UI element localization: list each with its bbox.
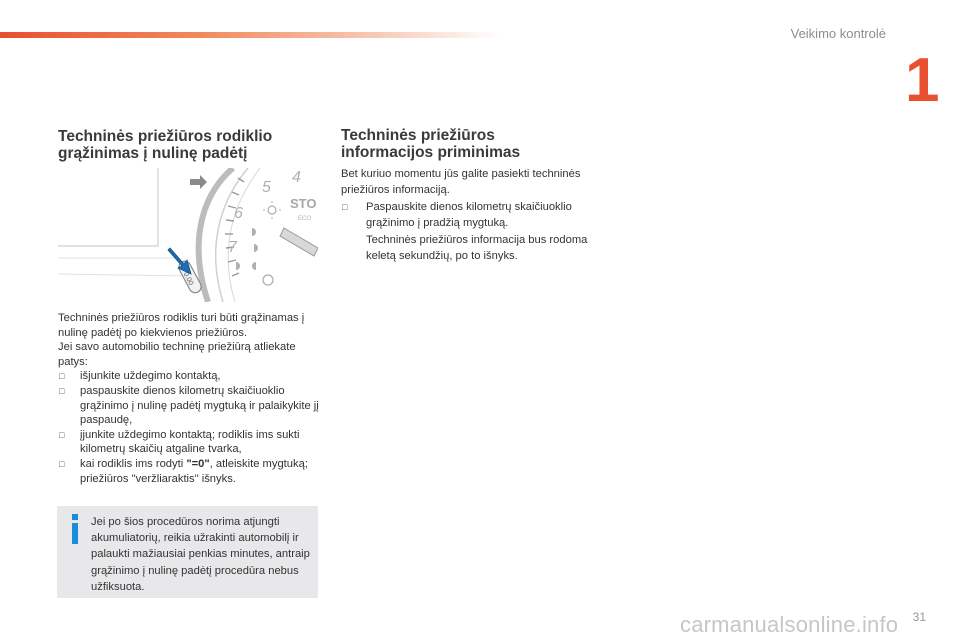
- right-follow-text: Techninės priežiūros informacija bus rodoma keletą sekundžių, po to išnyks.: [366, 233, 588, 263]
- right-intro: Bet kuriuo momentu jūs galite pasiekti techninės priežiūros informaciją.: [341, 168, 581, 197]
- square-bullet-icon: □: [59, 429, 65, 440]
- left-bullet-3: [58, 428, 323, 457]
- trip-reset-button-label: 0.00: [181, 271, 195, 287]
- right-heading-line2: informacijos priminimas: [341, 144, 521, 161]
- dial-digit-7: 7: [228, 239, 237, 256]
- square-bullet-icon: □: [59, 371, 65, 382]
- light-rays-icon: [263, 201, 281, 219]
- right-bullet-1: [341, 199, 601, 232]
- right-section-heading: [341, 127, 601, 161]
- headlight-icon: [252, 228, 256, 236]
- dial-needle: [280, 228, 318, 256]
- right-body-text: [341, 166, 601, 264]
- left-bullet-4-text-b: , atleiskite mygtuką; priežiūros "veržliaraktis" išnyks.: [80, 457, 308, 485]
- left-body-text: [58, 311, 323, 486]
- left-bullet-4: [58, 457, 323, 486]
- panel-outline: [58, 168, 158, 246]
- watermark: carmanualsonline.info: [680, 612, 899, 637]
- dial-digit-6: 6: [234, 205, 243, 222]
- right-follow: [341, 232, 601, 265]
- turn-indicator-icon: [190, 175, 207, 189]
- left-bullet-3-text: įjunkite uždegimo kontaktą; rodiklis ims sukti kilometrų skaičių atgaline tvarka,: [80, 428, 300, 456]
- left-section-heading: [58, 128, 318, 162]
- left-bullet-2: [58, 384, 323, 428]
- dipped-beam-icon: [254, 244, 258, 252]
- left-bullet-1: [58, 369, 323, 384]
- rear-fog-icon: [252, 262, 256, 270]
- panel-outline-3: [58, 274, 188, 276]
- left-intro: Techninės priežiūros rodiklis turi būti grąžinamas į nulinę padėtį po kiekvienos priežiūros.: [58, 312, 305, 339]
- chapter-number: 1: [905, 46, 940, 115]
- left-heading-line2: grąžinimas į nulinę padėtį: [58, 145, 248, 162]
- right-bullet-1-text: Paspauskite dienos kilometrų skaičiuoklio grąžinimo į pradžią mygtuką.: [366, 200, 572, 230]
- top-accent-bar: [0, 32, 500, 38]
- left-bullet-1-text: išjunkite uždegimo kontaktą,: [80, 370, 221, 383]
- page-number: 31: [912, 610, 926, 624]
- dial-bezel: [199, 168, 233, 302]
- dial-digit-5: 5: [262, 179, 271, 196]
- instrument-cluster-illustration: [58, 168, 318, 302]
- left-intro-2: Jei savo automobilio techninę priežiūrą atliekate patys:: [58, 341, 296, 368]
- right-heading-line1: Techninės priežiūros: [341, 127, 495, 144]
- fog-light-icon: [236, 262, 240, 270]
- left-heading-line1: Techninės priežiūros rodiklio: [58, 128, 273, 145]
- instrument-cluster-figure: [58, 168, 318, 302]
- chapter-title: Veikimo kontrolė: [790, 26, 886, 41]
- left-bullet-2-text: paspauskite dienos kilometrų skaičiuoklio grąžinimo į nulinę padėtį mygtuką ir palaikykite jį paspaudę,: [80, 384, 319, 427]
- square-bullet-icon: □: [59, 458, 65, 469]
- left-bullet-4-text-a: kai rodiklis ims rodyti: [80, 457, 187, 470]
- tyre-pressure-icon: [263, 275, 273, 285]
- info-note-box: [57, 506, 318, 598]
- stop-label: STO: [290, 196, 317, 211]
- dial-inner-ring: [216, 168, 248, 302]
- info-note-text: Jei po šios procedūros norima atjungti akumuliatorių, reikia užrakinti automobilį ir palaukti mažiausiai penkias minutes, antraip grąžinimo į nulinę padėtį procedūra nebus užfiksuota.: [91, 516, 310, 593]
- eco-label: ECO: [298, 216, 312, 222]
- square-bullet-icon: □: [342, 201, 348, 212]
- gear-digit: 4: [292, 169, 301, 186]
- info-icon: [71, 514, 79, 546]
- square-bullet-icon: □: [59, 385, 65, 396]
- left-bullet-4-bold: "=0": [186, 457, 210, 470]
- light-icon: [268, 206, 276, 214]
